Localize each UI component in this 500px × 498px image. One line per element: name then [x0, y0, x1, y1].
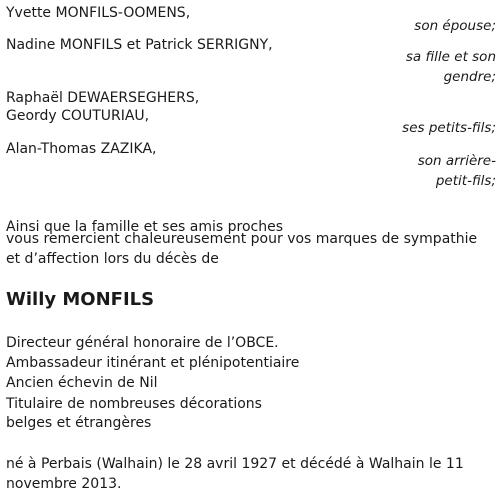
family-role-daughter-line1: sa fille et son: [405, 49, 496, 65]
title-line-4: Titulaire de nombreuses décorations: [6, 396, 262, 412]
title-line-3: Ancien échevin de Nil: [6, 375, 158, 391]
family-name-raphael: Raphaël DEWAERSEGHERS,: [6, 90, 200, 106]
thanks-paragraph: vous remercient chaleureusement pour vos marques de sympathie et d’affection lors du décès de: [6, 231, 478, 267]
deceased-name: Willy MONFILS: [6, 289, 155, 310]
family-name-geordy: Geordy COUTURIAU,: [6, 108, 150, 124]
family-extra: Ainsi que la famille et ses amis proches: [6, 219, 284, 235]
family-role-grandsons: ses petits-fils;: [402, 120, 496, 136]
family-name-yvette: Yvette MONFILS-OOMENS,: [6, 5, 191, 21]
title-line-5: belges et étrangères: [6, 415, 152, 431]
family-name-alan-thomas: Alan-Thomas ZAZIKA,: [6, 141, 157, 157]
family-name-nadine-patrick: Nadine MONFILS et Patrick SERRIGNY,: [6, 37, 273, 53]
family-role-spouse: son épouse;: [414, 18, 496, 34]
family-role-daughter-line2: gendre;: [443, 69, 496, 85]
family-role-great-grandson-line2: petit-fils;: [435, 173, 496, 189]
title-line-1: Directeur général honoraire de l’OBCE.: [6, 335, 279, 351]
title-line-2: Ambassadeur itinérant et plénipotentiaire: [6, 355, 300, 371]
family-role-great-grandson-line1: son arrière-: [417, 153, 496, 169]
birth-death-paragraph: né à Perbais (Walhain) le 28 avril 1927 et décédé à Walhain le 11 novembre 2013.: [6, 456, 464, 492]
